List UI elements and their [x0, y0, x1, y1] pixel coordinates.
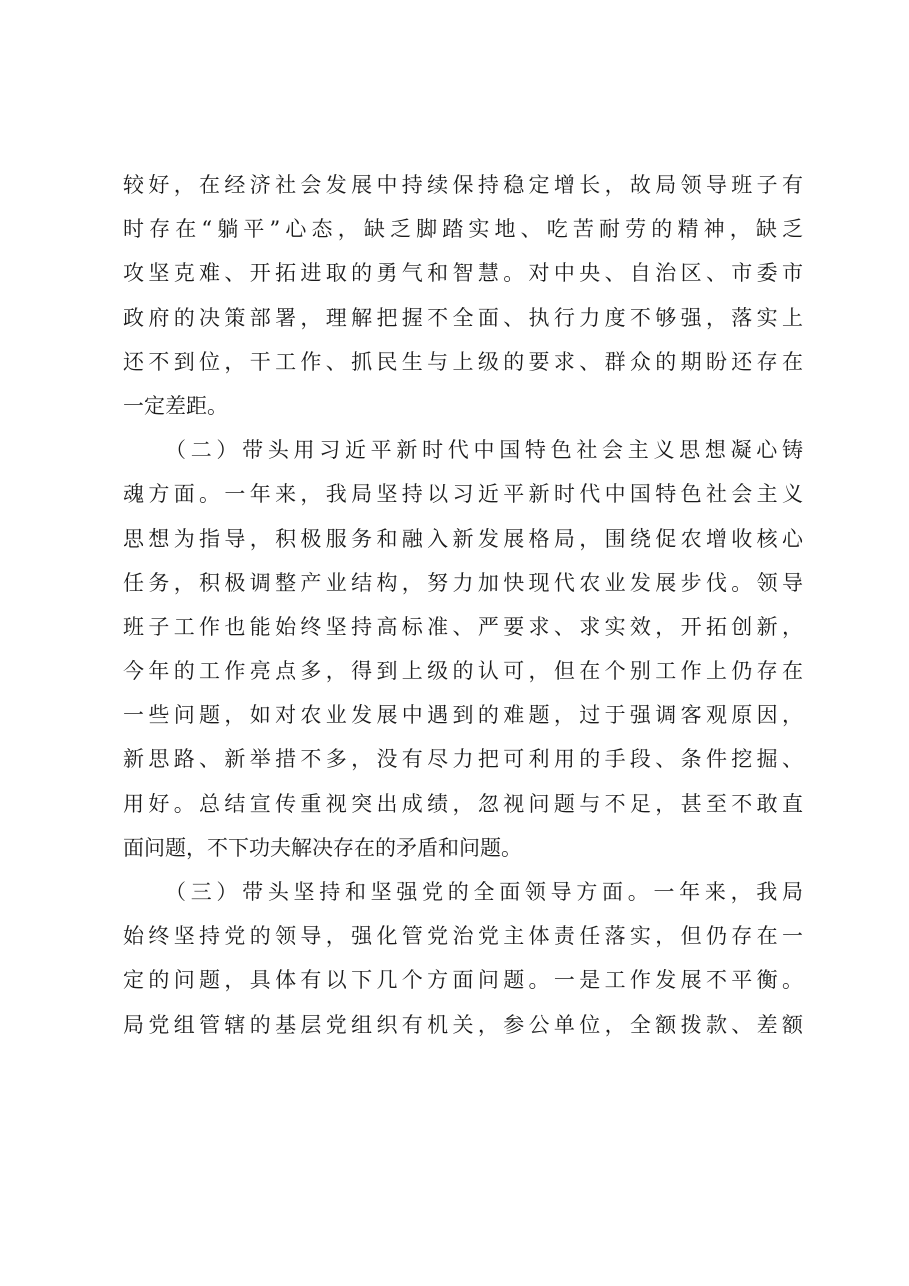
text-line: 新思路、新举措不多，没有尽力把可利用的手段、条件挖掘、: [123, 747, 803, 772]
text-line: 任务，积极调整产业结构，努力加快现代农业发展步伐。领导: [123, 570, 803, 595]
text-line: 今年的工作亮点多，得到上级的认可，但在个别工作上仍存在: [123, 659, 803, 684]
section-heading-line: （二）带头用习近平新时代中国特色社会主义思想凝心铸: [165, 438, 803, 463]
text-line: 魂方面。一年来，我局坚持以习近平新时代中国特色社会主义: [123, 482, 803, 507]
text-line: 始终坚持党的领导，强化管党治党主体责任落实，但仍存在一: [123, 924, 803, 949]
text-line: 局党组管辖的基层党组织有机关，参公单位，全额拨款、差额: [123, 1012, 803, 1037]
text-line: 攻坚克难、开拓进取的勇气和智慧。对中央、自治区、市委市: [123, 261, 803, 286]
document-body: [123, 163, 803, 1047]
text-line: 一些问题，如对农业发展中遇到的难题，过于强调客观原因，: [123, 703, 803, 728]
text-line: 政府的决策部署，理解把握不全面、执行力度不够强，落实上: [123, 305, 803, 330]
text-line: 较好，在经济社会发展中持续保持稳定增长，故局领导班子有: [123, 173, 803, 197]
text-line: 班子工作也能始终坚持高标准、严要求、求实效，开拓创新，: [123, 614, 803, 639]
text-line: 定的问题，具体有以下几个方面问题。一是工作发展不平衡。: [123, 968, 803, 993]
text-line: 思想为指导，积极服务和融入新发展格局，围绕促农增收核心: [123, 526, 803, 551]
text-line: 时存在“躺平”心态，缺乏脚踏实地、吃苦耐劳的精神，缺乏: [123, 217, 803, 242]
text-line: 还不到位，干工作、抓民生与上级的要求、群众的期盼还存在: [123, 349, 803, 374]
text-line: 面问题，不下功夫解决存在的矛盾和问题。: [123, 835, 522, 860]
text-line: 一定差距。: [123, 393, 228, 418]
text-line: 用好。总结宣传重视突出成绩，忽视问题与不足，甚至不敢直: [123, 791, 803, 816]
section-heading-line: （三）带头坚持和坚强党的全面领导方面。一年来，我局: [165, 880, 803, 904]
